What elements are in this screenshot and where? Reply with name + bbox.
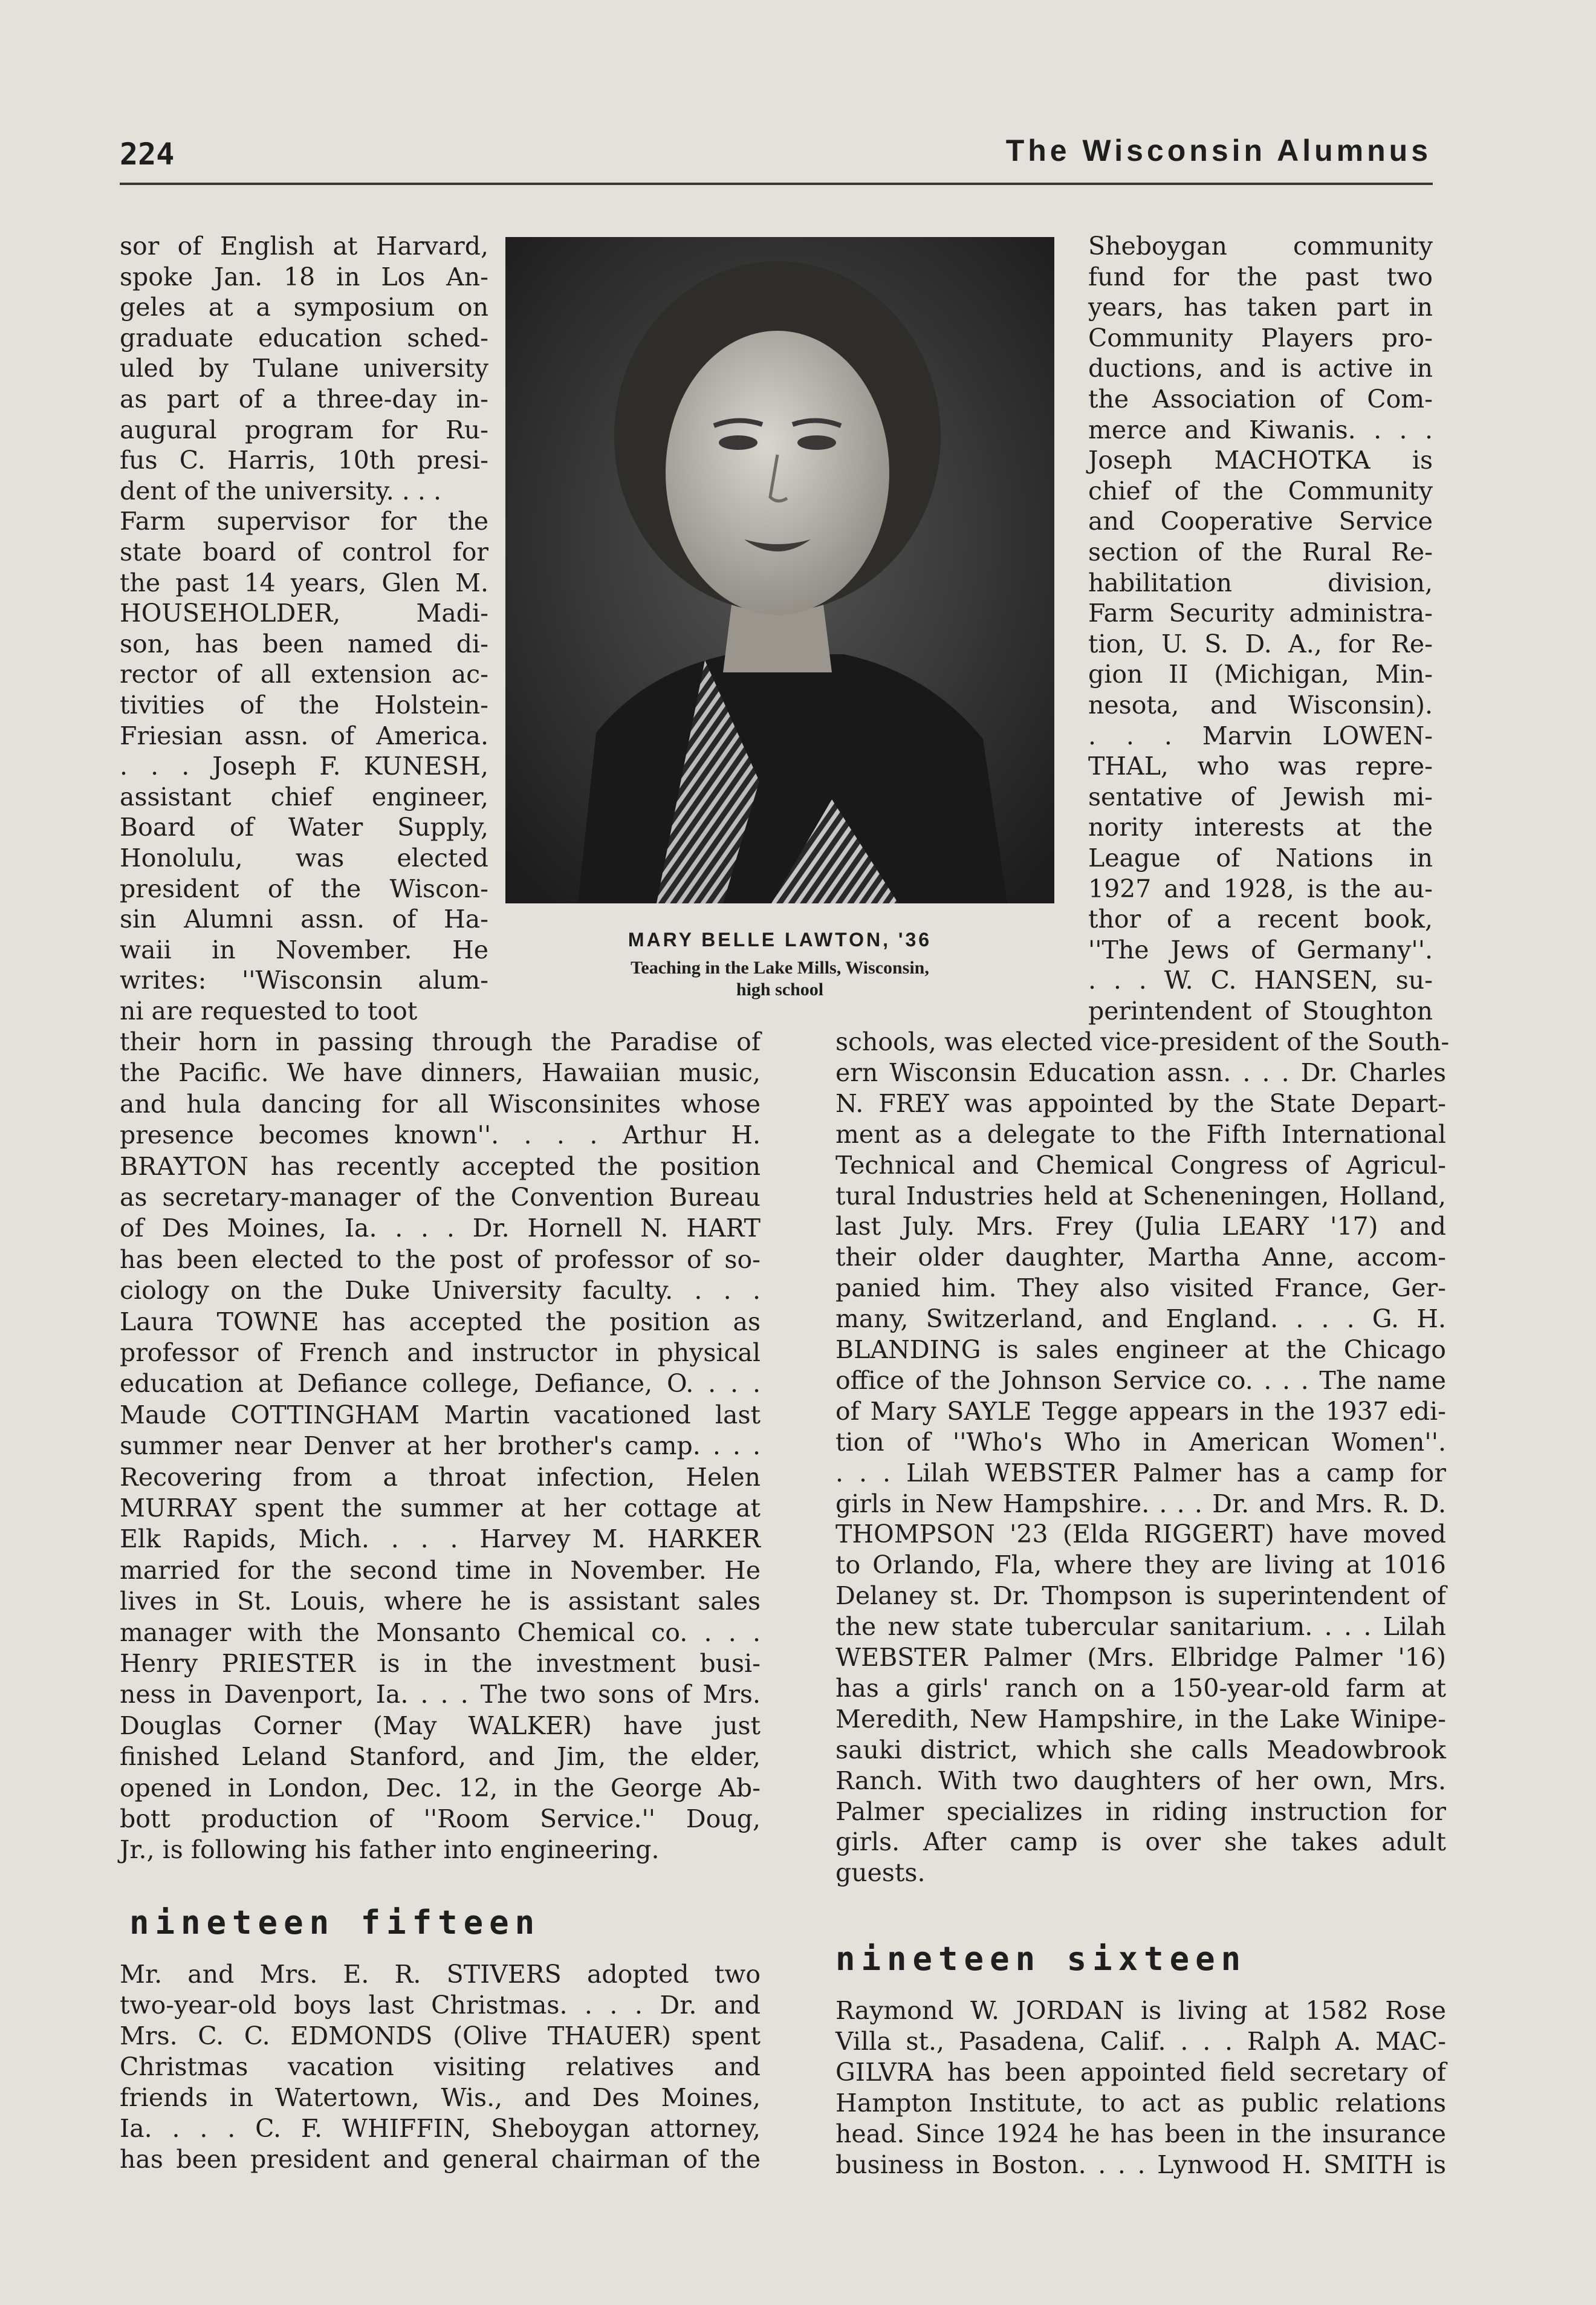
- text-line: nesota, and Wisconsin).: [1088, 691, 1433, 720]
- text-line: augural program for Ru-: [120, 415, 488, 444]
- text-line: Meredith, New Hampshire, in the Lake Winipe-: [835, 1704, 1446, 1734]
- text-line: lives in St. Louis, where he is assistant sales: [120, 1587, 761, 1616]
- text-line: waii in November. He: [120, 935, 488, 964]
- text-line: their older daughter, Martha Anne, accom-: [835, 1243, 1446, 1272]
- text-line: Sheboygan community: [1088, 232, 1433, 261]
- portrait-illustration: [505, 237, 1054, 903]
- text-line: sentative of Jewish mi-: [1088, 782, 1433, 811]
- text-line: opened in London, Dec. 12, in the George Ab-: [120, 1773, 761, 1803]
- text-line: two-year-old boys last Christmas. . . . Dr. and: [120, 1991, 761, 2020]
- text-line: tion of ''Who's Who in American Women''.: [835, 1427, 1446, 1457]
- text-line: education at Defiance college, Defiance, O. . . .: [120, 1369, 761, 1399]
- text-line: presence becomes known''. . . . Arthur H.: [120, 1120, 761, 1150]
- text-line: as secretary-manager of the Convention Bureau: [120, 1183, 761, 1212]
- text-line: fund for the past two: [1088, 262, 1433, 291]
- text-line: schools, was elected vice-president of the South-: [835, 1027, 1450, 1056]
- text-line: the Pacific. We have dinners, Hawaiian music,: [120, 1058, 761, 1088]
- text-line: bott production of ''Room Service.'' Doug,: [120, 1804, 761, 1833]
- text-line: nority interests at the: [1088, 813, 1433, 842]
- text-line: Henry PRIESTER is in the investment busi-: [120, 1649, 761, 1678]
- text-line: manager with the Monsanto Chemical co. . . .: [120, 1617, 761, 1647]
- text-line: ciology on the Duke University faculty. . . .: [120, 1276, 761, 1305]
- text-line: guests.: [835, 1858, 926, 1888]
- text-line: Farm Security administra-: [1088, 599, 1433, 628]
- text-line: ni are requested to toot: [120, 996, 418, 1026]
- text-line: Mrs. C. C. EDMONDS (Olive THAUER) spent: [120, 2021, 761, 2050]
- text-line: THOMPSON '23 (Elda RIGGERT) have moved: [835, 1520, 1446, 1549]
- photo-caption-line: high school: [736, 980, 824, 1000]
- text-line: N. FREY was appointed by the State Depart-: [835, 1088, 1446, 1118]
- text-line: Farm supervisor for the: [120, 507, 488, 536]
- text-line: Douglas Corner (May WALKER) have just: [120, 1711, 761, 1740]
- text-line: GILVRA has been appointed field secretary of: [835, 2058, 1446, 2087]
- text-line: geles at a symposium on: [120, 293, 488, 322]
- text-line: Elk Rapids, Mich. . . . Harvey M. HARKER: [120, 1524, 761, 1554]
- text-line: to Orlando, Fla, where they are living at 1016: [835, 1550, 1446, 1580]
- text-line: Honolulu, was elected: [120, 844, 488, 873]
- text-line: Technical and Chemical Congress of Agricul-: [835, 1150, 1446, 1180]
- photo-caption-line: Teaching in the Lake Mills, Wisconsin,: [631, 958, 929, 978]
- text-line: . . . W. C. HANSEN, su-: [1088, 966, 1433, 995]
- text-line: uled by Tulane university: [120, 354, 488, 383]
- text-line: Friesian assn. of America.: [120, 721, 488, 750]
- text-line: Mr. and Mrs. E. R. STIVERS adopted two: [120, 1960, 761, 1989]
- text-line: ductions, and is active in: [1088, 354, 1433, 383]
- text-line: the new state tubercular sanitarium. . . . Lilah: [835, 1612, 1446, 1642]
- text-line: business in Boston. . . . Lynwood H. SMITH is: [835, 2150, 1446, 2179]
- publication-title: The Wisconsin Alumnus: [1005, 134, 1432, 167]
- text-line: finished Leland Stanford, and Jim, the elder,: [120, 1742, 761, 1772]
- text-line: tural Industries held at Scheneningen, Holland,: [835, 1181, 1446, 1211]
- text-line: and Cooperative Service: [1088, 507, 1433, 536]
- text-line: Raymond W. JORDAN is living at 1582 Rose: [835, 1996, 1446, 2025]
- text-line: and hula dancing for all Wisconsinites whose: [120, 1089, 761, 1119]
- text-line: many, Switzerland, and England. . . . G. H.: [835, 1304, 1446, 1334]
- text-line: as part of a three-day in-: [120, 385, 488, 414]
- text-line: assistant chief engineer,: [120, 782, 488, 811]
- text-line: Christmas vacation visiting relatives and: [120, 2052, 761, 2081]
- text-line: panied him. They also visited France, Ger-: [835, 1273, 1446, 1303]
- text-line: 1927 and 1928, is the au-: [1088, 874, 1433, 903]
- text-line: Villa st., Pasadena, Calif. . . . Ralph A. MAC-: [835, 2027, 1446, 2056]
- text-line: HOUSEHOLDER, Madi-: [120, 599, 488, 628]
- text-line: THAL, who was repre-: [1088, 752, 1433, 781]
- text-line: MURRAY spent the summer at her cottage at: [120, 1494, 761, 1523]
- text-line: habilitation division,: [1088, 568, 1433, 597]
- text-line: girls. After camp is over she takes adult: [835, 1827, 1446, 1857]
- text-line: dent of the university. . . .: [120, 476, 442, 506]
- text-line: Palmer specializes in riding instruction for: [835, 1796, 1446, 1826]
- section-heading-1915: nineteen fifteen: [129, 1903, 541, 1942]
- text-line: sor of English at Harvard,: [120, 232, 488, 261]
- text-line: Jr., is following his father into engineering.: [120, 1835, 660, 1865]
- text-line: Recovering from a throat infection, Helen: [120, 1462, 761, 1492]
- header-rule: [120, 183, 1433, 185]
- text-line: Laura TOWNE has accepted the position as: [120, 1307, 761, 1336]
- text-line: last July. Mrs. Frey (Julia LEARY '17) and: [835, 1212, 1446, 1241]
- text-line: ''The Jews of Germany''.: [1088, 935, 1433, 964]
- photo-caption-name: MARY BELLE LAWTON, '36: [628, 929, 932, 951]
- text-line: Hampton Institute, to act as public relations: [835, 2089, 1446, 2118]
- text-line: office of the Johnson Service co. . . . The name: [835, 1365, 1446, 1395]
- text-line: fus C. Harris, 10th presi-: [120, 446, 488, 475]
- text-line: ment as a delegate to the Fifth International: [835, 1119, 1446, 1149]
- text-line: ern Wisconsin Education assn. . . . Dr. Charles: [835, 1058, 1446, 1087]
- portrait-photo: [505, 237, 1054, 903]
- text-line: state board of control for: [120, 538, 488, 567]
- text-line: graduate education sched-: [120, 323, 488, 353]
- text-line: Ranch. With two daughters of her own, Mrs.: [835, 1766, 1446, 1795]
- text-line: League of Nations in: [1088, 844, 1433, 873]
- text-line: Ia. . . . C. F. WHIFFIN, Sheboygan attorney,: [120, 2114, 761, 2143]
- text-line: head. Since 1924 he has been in the insurance: [835, 2119, 1446, 2148]
- text-line: rector of all extension ac-: [120, 660, 488, 689]
- text-line: sauki district, which she calls Meadowbrook: [835, 1735, 1446, 1764]
- section-heading-1916: nineteen sixteen: [835, 1940, 1247, 1978]
- text-line: section of the Rural Re-: [1088, 538, 1433, 567]
- text-line: professor of French and instructor in physical: [120, 1338, 761, 1367]
- text-line: tion, U. S. D. A., for Re-: [1088, 629, 1433, 658]
- page-number: 224: [120, 137, 175, 172]
- text-line: summer near Denver at her brother's camp. . . .: [120, 1431, 761, 1461]
- photo-caption-description: [505, 957, 1054, 1001]
- text-line: of Des Moines, Ia. . . . Dr. Hornell N. HART: [120, 1214, 761, 1243]
- text-line: son, has been named di-: [120, 629, 488, 658]
- text-line: Delaney st. Dr. Thompson is superintendent of: [835, 1581, 1446, 1611]
- text-line: spoke Jan. 18 in Los An-: [120, 262, 488, 291]
- text-line: WEBSTER Palmer (Mrs. Elbridge Palmer '16): [835, 1643, 1446, 1672]
- text-line: ness in Davenport, Ia. . . . The two sons of Mrs.: [120, 1680, 761, 1709]
- text-line: has a girls' ranch on a 150-year-old farm at: [835, 1673, 1446, 1703]
- text-line: Maude COTTINGHAM Martin vacationed last: [120, 1400, 761, 1429]
- text-line: . . . Joseph F. KUNESH,: [120, 752, 488, 781]
- text-line: the past 14 years, Glen M.: [120, 568, 488, 597]
- text-line: thor of a recent book,: [1088, 905, 1433, 934]
- text-line: chief of the Community: [1088, 476, 1433, 506]
- text-line: their horn in passing through the Paradise of: [120, 1027, 761, 1056]
- text-line: the Association of Com-: [1088, 385, 1433, 414]
- text-line: Community Players pro-: [1088, 323, 1433, 353]
- text-line: tivities of the Holstein-: [120, 691, 488, 720]
- text-line: writes: ''Wisconsin alum-: [120, 966, 488, 995]
- text-line: gion II (Michigan, Min-: [1088, 660, 1433, 689]
- text-line: sin Alumni assn. of Ha-: [120, 905, 488, 934]
- text-line: perintendent of Stoughton: [1088, 996, 1433, 1026]
- text-line: married for the second time in November. He: [120, 1555, 761, 1585]
- text-line: girls in New Hampshire. . . . Dr. and Mrs. R. D.: [835, 1489, 1446, 1518]
- text-line: years, has taken part in: [1088, 293, 1433, 322]
- text-line: . . . Lilah WEBSTER Palmer has a camp for: [835, 1458, 1446, 1487]
- text-line: BLANDING is sales engineer at the Chicago: [835, 1335, 1446, 1364]
- text-line: friends in Watertown, Wis., and Des Moines,: [120, 2083, 761, 2112]
- text-line: has been president and general chairman of the: [120, 2145, 761, 2174]
- text-line: Board of Water Supply,: [120, 813, 488, 842]
- text-line: Joseph MACHOTKA is: [1088, 446, 1433, 475]
- text-line: president of the Wiscon-: [120, 874, 488, 903]
- text-line: has been elected to the post of professor of so-: [120, 1244, 761, 1274]
- text-line: . . . Marvin LOWEN-: [1088, 721, 1433, 750]
- text-line: merce and Kiwanis. . . .: [1088, 415, 1433, 444]
- text-line: of Mary SAYLE Tegge appears in the 1937 edi-: [835, 1396, 1446, 1426]
- text-line: BRAYTON has recently accepted the position: [120, 1151, 761, 1181]
